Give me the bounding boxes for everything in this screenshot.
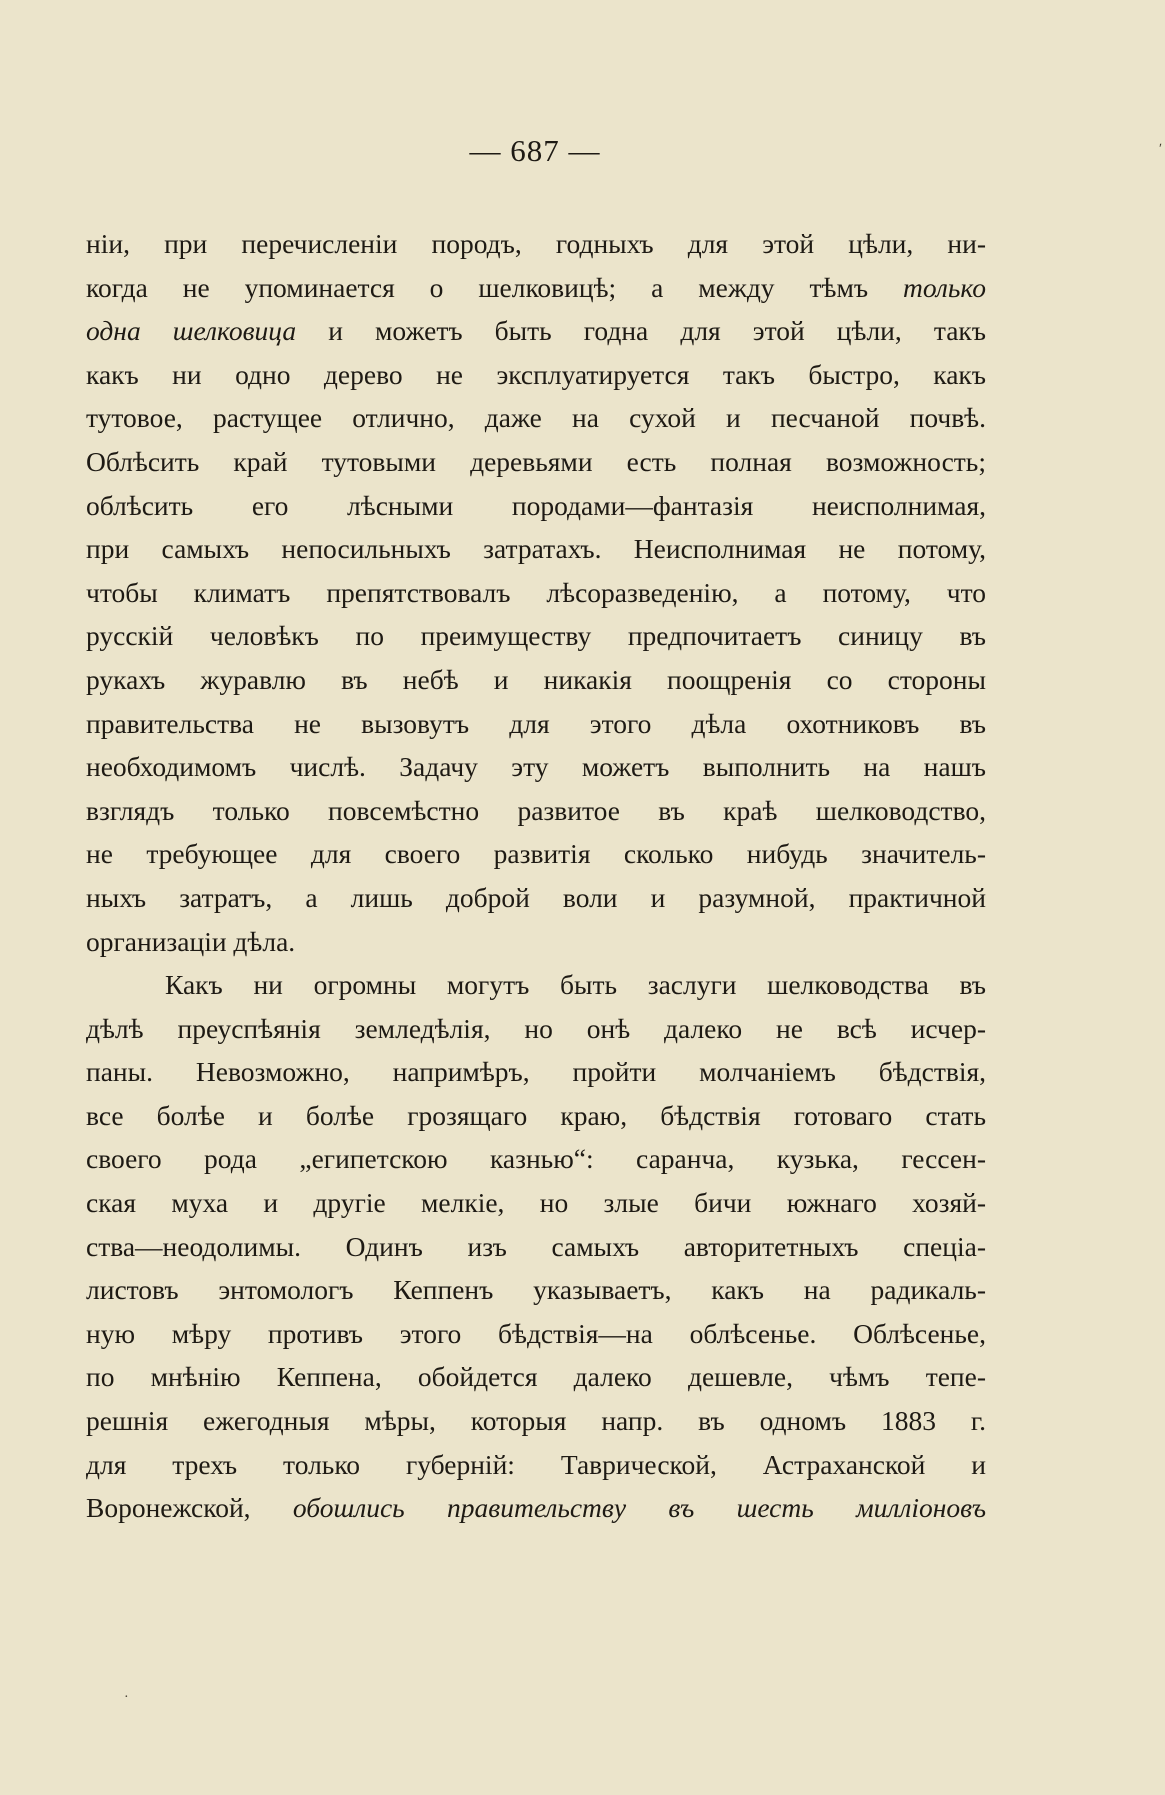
- text-line-2: когда не упоминается о шелковицѣ; а между тѣмъ только: [86, 271, 986, 303]
- text-line-13: необходимомъ числѣ. Задачу эту можетъ выполнить на нашъ: [86, 751, 986, 783]
- italic-emphasis: только: [903, 271, 986, 303]
- page-number: — 687 —: [469, 133, 601, 168]
- text-line-20: паны. Невозможно, напримѣръ, пройти молчаніемъ бѣдствія,: [86, 1056, 986, 1088]
- text-line-3: одна шелковица и можетъ быть годна для этой цѣли, такъ: [86, 315, 986, 347]
- margin-tick: ʹ: [1159, 142, 1163, 157]
- text-line-18: Какъ ни огромны могутъ быть заслуги шелководства въ: [165, 969, 986, 1001]
- text-line-8: при самыхъ непосильныхъ затратахъ. Неисполнимая не потому,: [86, 533, 986, 565]
- text-line-28: решнія ежегодныя мѣры, которыя напр. въ одномъ 1883 г.: [86, 1405, 986, 1437]
- text-line-24: ства—неодолимы. Одинъ изъ самыхъ авторитетныхъ спеціа-: [86, 1230, 986, 1262]
- text-line-12: правительства не вызовутъ для этого дѣла охотниковъ въ: [86, 707, 986, 739]
- margin-dot: ·: [124, 1690, 129, 1705]
- text-line-25: листовъ энтомологъ Кеппенъ указываетъ, какъ на радикаль-: [86, 1274, 986, 1306]
- text-line-1: ніи, при перечисленіи породъ, годныхъ для этой цѣли, ни-: [86, 228, 986, 259]
- text-line-4: какъ ни одно дерево не эксплуатируется такъ быстро, какъ: [86, 358, 986, 390]
- text-line-30: Воронежской, обошлись правительству въ шесть милліоновъ: [86, 1492, 986, 1524]
- text-line-29: для трехъ только губерній: Таврической, Астраханской и: [86, 1448, 986, 1480]
- text-line-17: организаціи дѣла.: [86, 925, 296, 957]
- text-line-27: по мнѣнію Кеппена, обойдется далеко дешевле, чѣмъ тепе-: [86, 1361, 986, 1393]
- text-line-26: ную мѣру противъ этого бѣдствія—на облѣсенье. Облѣсенье,: [86, 1317, 986, 1349]
- italic-emphasis: обошлись правительству въ шесть милліоновъ: [292, 1492, 986, 1524]
- text-line-21: все болѣе и болѣе грозящаго краю, бѣдствія готоваго стать: [86, 1099, 986, 1131]
- body-text: [86, 222, 986, 1530]
- text-line-10: русскій человѣкъ по преимуществу предпочитаетъ синицу въ: [86, 620, 986, 652]
- text-line-22: своего рода „египетскою казнью“: саранча, кузька, гессен-: [86, 1143, 986, 1175]
- text-line-9: чтобы климатъ препятствовалъ лѣсоразведенію, а потому, что: [86, 576, 986, 608]
- text-line-6: Облѣсить край тутовыми деревьями есть полная возможность;: [86, 445, 986, 477]
- text-line-16: ныхъ затратъ, а лишь доброй воли и разумной, практичной: [86, 881, 986, 913]
- italic-emphasis: одна шелковица: [86, 315, 297, 347]
- text-line-7: облѣсить его лѣсными породами—фантазія неисполнимая,: [86, 489, 986, 521]
- text-line-5: тутовое, растущее отлично, даже на сухой и песчаной почвѣ.: [86, 402, 986, 434]
- text-line-11: рукахъ журавлю въ небѣ и никакія поощренія со стороны: [86, 663, 986, 695]
- text-line-15: не требующее для своего развитія сколько нибудь значитель-: [86, 838, 986, 870]
- text-line-19: дѣлѣ преуспѣянія земледѣлія, но онѣ далеко не всѣ исчер-: [86, 1012, 986, 1044]
- text-line-14: взглядъ только повсемѣстно развитое въ краѣ шелководство,: [86, 794, 986, 826]
- text-line-23: ская муха и другіе мелкіе, но злые бичи южнаго хозяй-: [86, 1187, 986, 1219]
